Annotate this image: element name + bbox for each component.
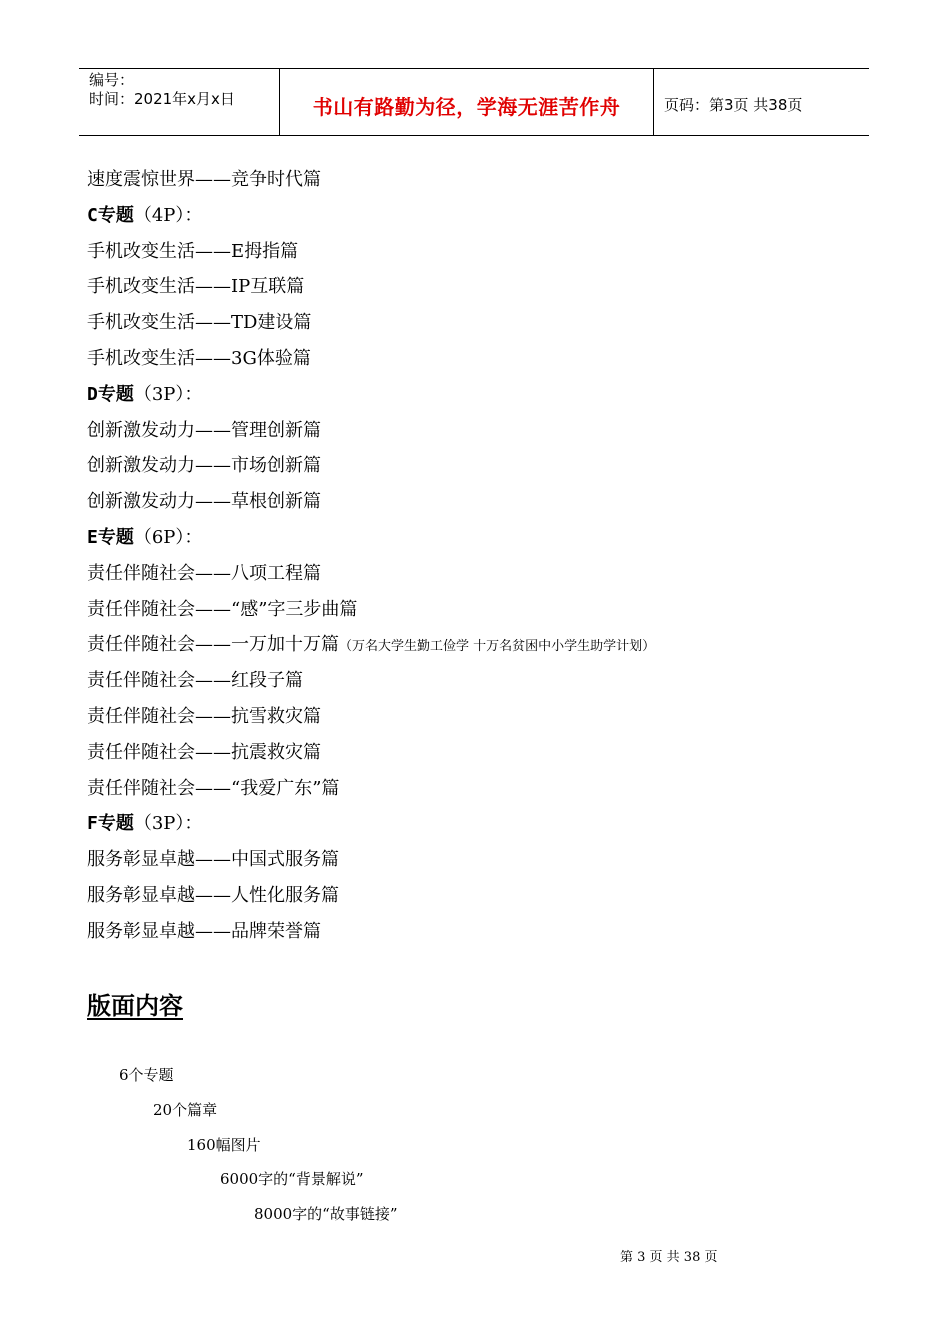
chapter-item [87, 417, 867, 453]
chapter-item [87, 238, 867, 274]
chapter-title: 服务彰显卓越——中国式服务篇 [87, 849, 339, 871]
chapter-title: 创新激发动力——市场创新篇 [87, 455, 321, 477]
topic-heading [87, 381, 867, 417]
page-header [79, 68, 869, 136]
chapter-item [87, 273, 867, 309]
chapter-title: 手机改变生活——E拇指篇 [87, 240, 299, 262]
chapter-title: 创新激发动力——管理创新篇 [87, 419, 321, 441]
chapter-title: 手机改变生活——IP互联篇 [87, 276, 305, 298]
topic-label: 专题 [97, 526, 134, 548]
document-time-label: 时间：2021年x月x日 [89, 90, 235, 108]
chapter-title: 服务彰显卓越——人性化服务篇 [87, 884, 339, 906]
chapter-title: 服务彰显卓越——品牌荣誉篇 [87, 920, 321, 942]
stat-topics: 6个专题 [119, 1066, 174, 1084]
topic-heading [87, 524, 867, 560]
topic-count: （4P）： [133, 204, 203, 226]
chapter-title: 责任伴随社会——“我爱广东”篇 [87, 777, 340, 799]
chapter-item [87, 345, 867, 381]
chapter-title: 责任伴随社会——一万加十万篇 [87, 634, 339, 656]
chapter-item [87, 846, 867, 882]
stat-background-text: 6000字的“背景解说” [220, 1170, 364, 1188]
chapter-title: 手机改变生活——TD建设篇 [87, 312, 312, 334]
topic-label: 专题 [97, 383, 134, 405]
chapter-item [87, 488, 867, 524]
chapter-item [87, 775, 867, 811]
topic-label: 专题 [97, 813, 134, 835]
chapter-title: 创新激发动力——草根创新篇 [87, 491, 321, 513]
topic-label: 专题 [97, 204, 134, 226]
header-page-cell [654, 69, 869, 135]
chapter-item [87, 739, 867, 775]
topic-count: （6P）： [133, 526, 203, 548]
chapter-item [87, 667, 867, 703]
chapter-title: 责任伴随社会——抗震救灾篇 [87, 741, 321, 763]
topic-letter: E [87, 526, 98, 548]
stat-pictures: 160幅图片 [187, 1136, 261, 1154]
page-footer: 第 3 页 共 38 页 [620, 1250, 718, 1265]
chapter-item [87, 560, 867, 596]
chapter-item [87, 882, 867, 918]
topic-letter: D [87, 383, 98, 405]
header-motto: 书山有路勤为径，学海无涯苦作舟 [312, 94, 621, 119]
chapter-title: 责任伴随社会——抗雪救灾篇 [87, 705, 321, 727]
chapter-title: 责任伴随社会——“感”字三步曲篇 [87, 598, 358, 620]
chapter-title: 手机改变生活——3G体验篇 [87, 347, 311, 369]
stat-chapters: 20个篇章 [153, 1101, 218, 1119]
stat-story-links: 8000字的“故事链接” [254, 1205, 398, 1223]
chapter-item [87, 309, 867, 345]
topic-list [87, 166, 867, 954]
chapter-note: （万名大学生勤工俭学 十万名贫困中小学生助学计划） [339, 639, 656, 655]
chapter-item [87, 166, 867, 202]
topic-count: （3P）： [133, 813, 203, 835]
chapter-item [87, 452, 867, 488]
chapter-title: 责任伴随社会——红段子篇 [87, 670, 303, 692]
topic-heading [87, 810, 867, 846]
topic-letter: F [87, 813, 98, 835]
chapter-item [87, 596, 867, 632]
header-page-code: 页码：第3页 共38页 [664, 95, 803, 114]
section-title: 版面内容 [87, 992, 183, 1020]
chapter-item [87, 703, 867, 739]
chapter-item [87, 918, 867, 954]
header-meta-cell [79, 69, 280, 135]
topic-heading [87, 202, 867, 238]
document-number-label: 编号： [89, 71, 135, 89]
chapter-title: 速度震惊世界——竞争时代篇 [87, 169, 321, 190]
topic-count: （3P）： [133, 383, 203, 405]
topic-letter: C [87, 204, 98, 226]
chapter-title: 责任伴随社会——八项工程篇 [87, 562, 321, 584]
chapter-item [87, 631, 867, 667]
header-motto-cell [280, 69, 654, 135]
